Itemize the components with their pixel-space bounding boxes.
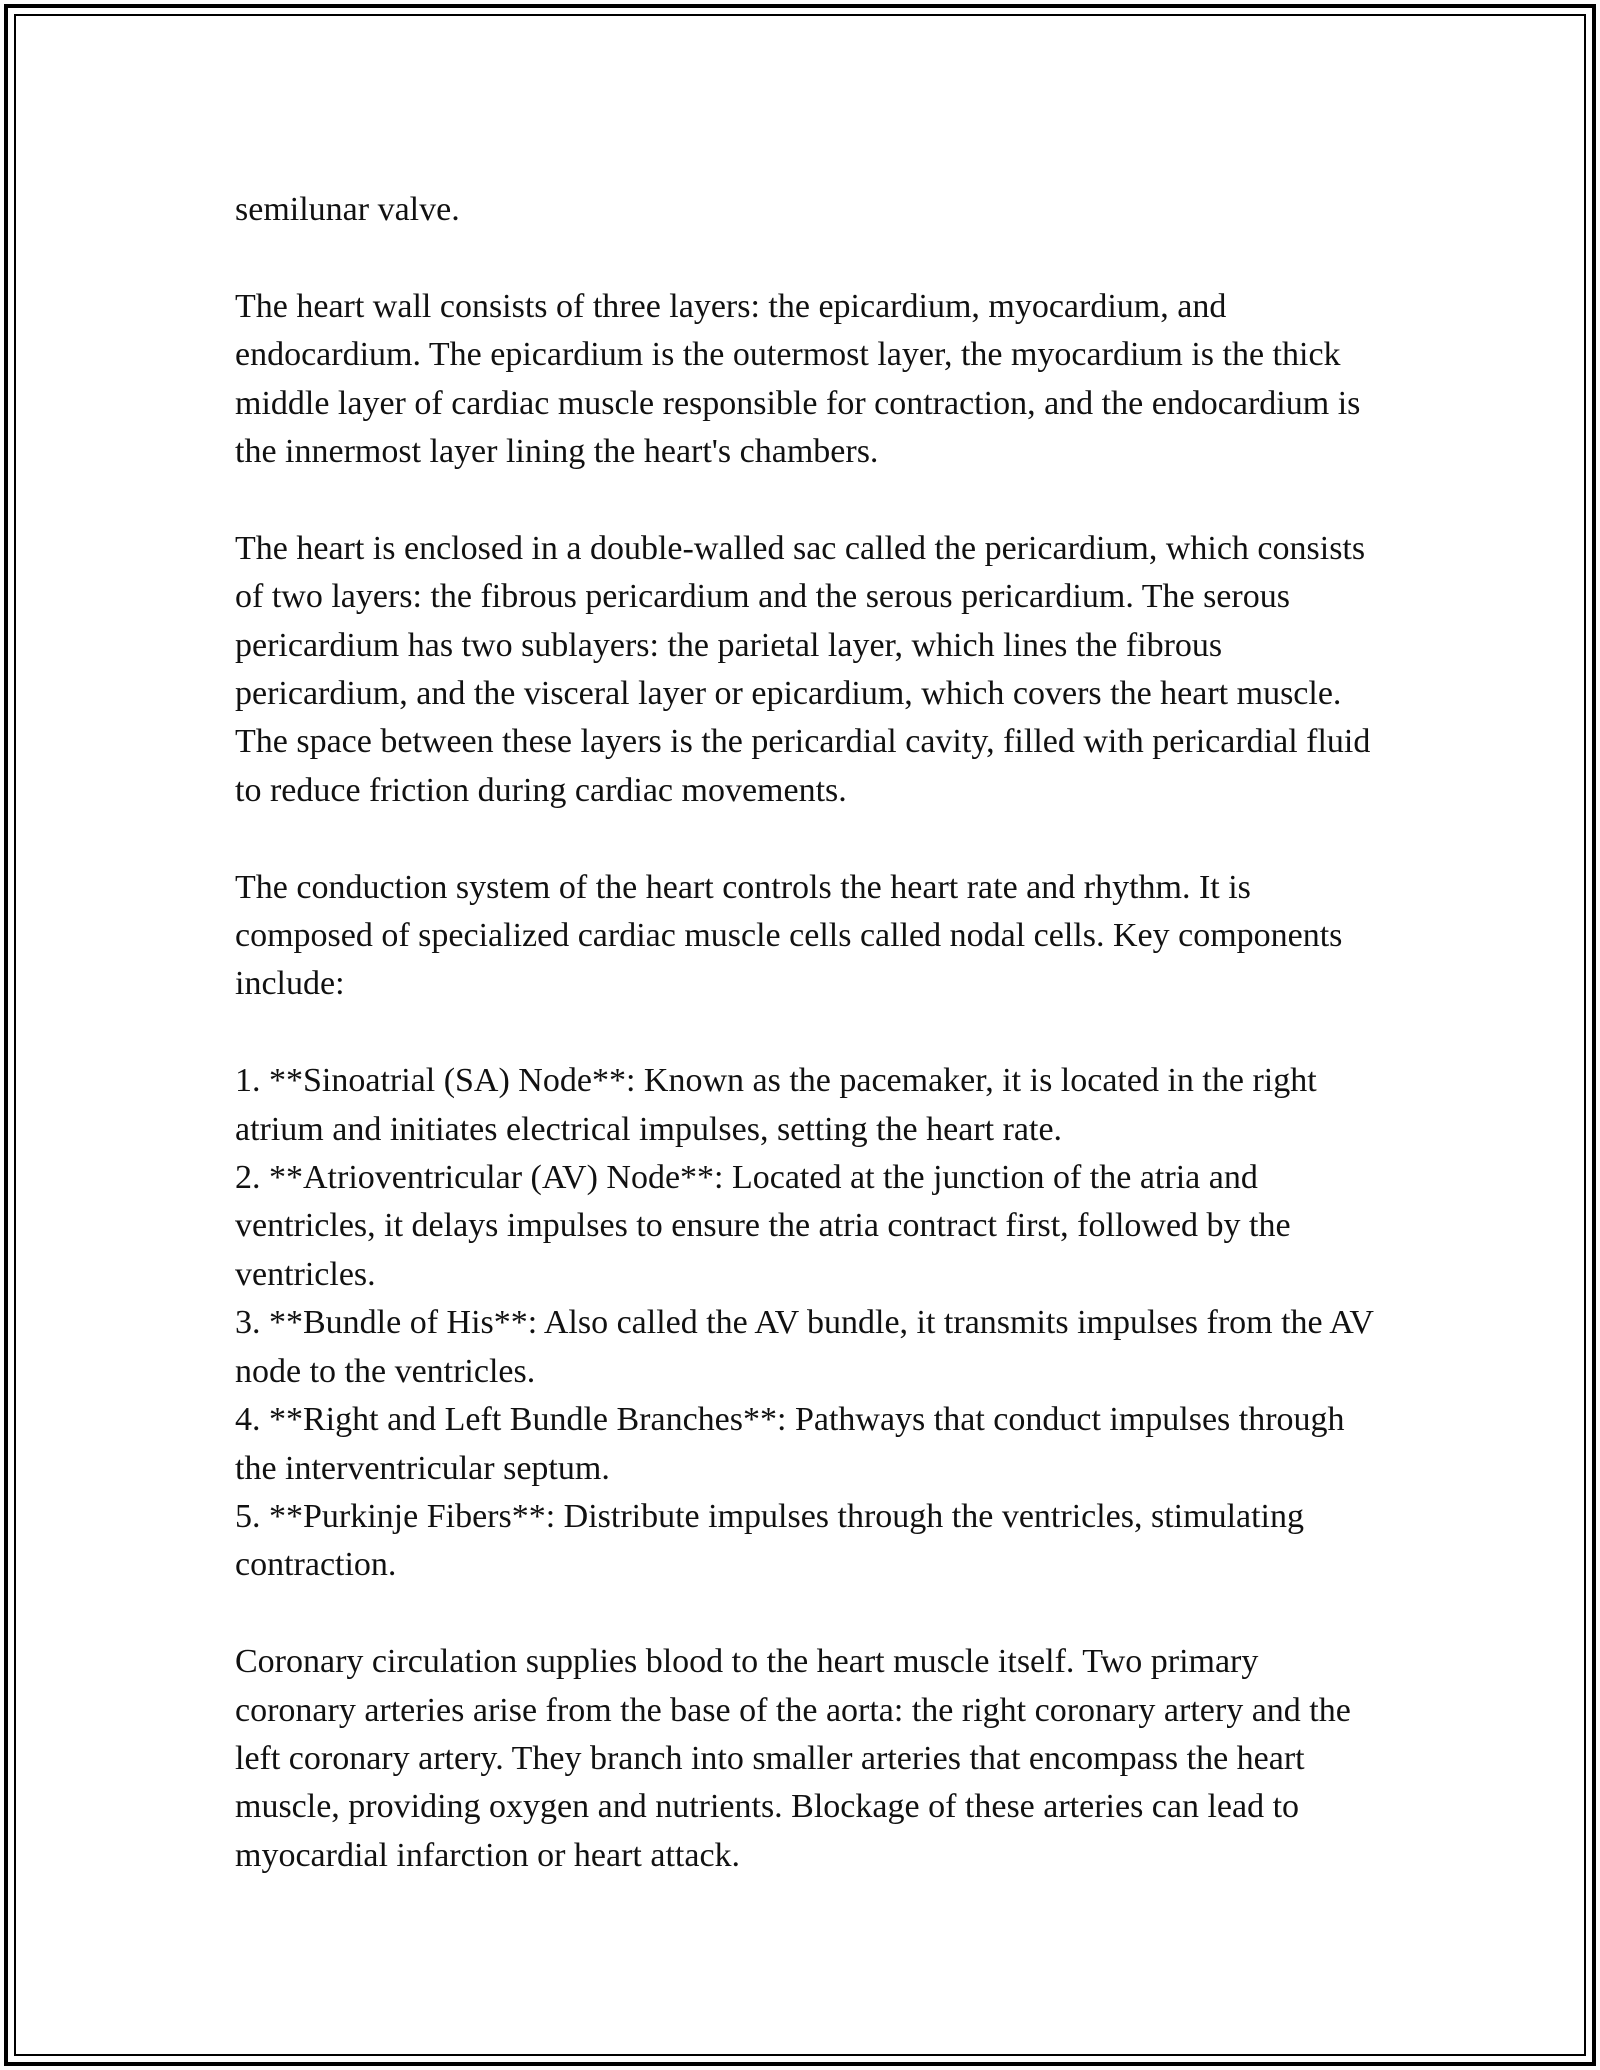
list-item: 1. **Sinoatrial (SA) Node**: Known as the pacemaker, it is located in the right atrium and initiates electrical impulses, setting the heart rate. [235, 1062, 1317, 1148]
paragraph-conduction-system: The conduction system of the heart controls the heart rate and rhythm. It is composed of specialized cardiac muscle cells called nodal cells. Key components include: [235, 868, 1343, 1003]
document-body [235, 186, 1375, 1929]
continued-fragment: semilunar valve. [235, 191, 460, 228]
paragraph-pericardium: The heart is enclosed in a double-walled sac called the pericardium, which consists of two layers: the fibrous pericardium and the serous pericardium. The serous pericardium has two sublayers: the parietal layer, which lines the fibrous pericardium, and the visceral layer or epicardium, which covers the heart muscle. The space between these layers is the pericardial cavity, filled with pericardial fluid to reduce friction during cardiac movements. [235, 529, 1371, 809]
list-item: 5. **Purkinje Fibers**: Distribute impulses through the ventricles, stimulating contraction. [235, 1497, 1305, 1584]
list-item: 2. **Atrioventricular (AV) Node**: Located at the junction of the atria and ventricles, it delays impulses to ensure the atria contract first, followed by the ventricles. [235, 1159, 1291, 1293]
paragraph-coronary-circulation: Coronary circulation supplies blood to the heart muscle itself. Two primary coronary arteries arise from the base of the aorta: the right coronary artery and the left coronary artery. They branch into smaller arteries that encompass the heart muscle, providing oxygen and nutrients. Blockage of these arteries can lead to myocardial infarction or heart attack. [235, 1643, 1351, 1874]
paragraph-heart-wall: The heart wall consists of three layers: the epicardium, myocardium, and endocardium. The epicardium is the outermost layer, the myocardium is the thick middle layer of cardiac muscle responsible for contraction, and the endocardium is the innermost layer lining the heart's chambers. [235, 287, 1361, 471]
list-item: 3. **Bundle of His**: Also called the AV bundle, it transmits impulses from the AV node to the ventricles. [235, 1304, 1374, 1390]
list-item: 4. **Right and Left Bundle Branches**: Pathways that conduct impulses through the interventricular septum. [235, 1401, 1345, 1487]
conduction-components-list [235, 1057, 1375, 1589]
